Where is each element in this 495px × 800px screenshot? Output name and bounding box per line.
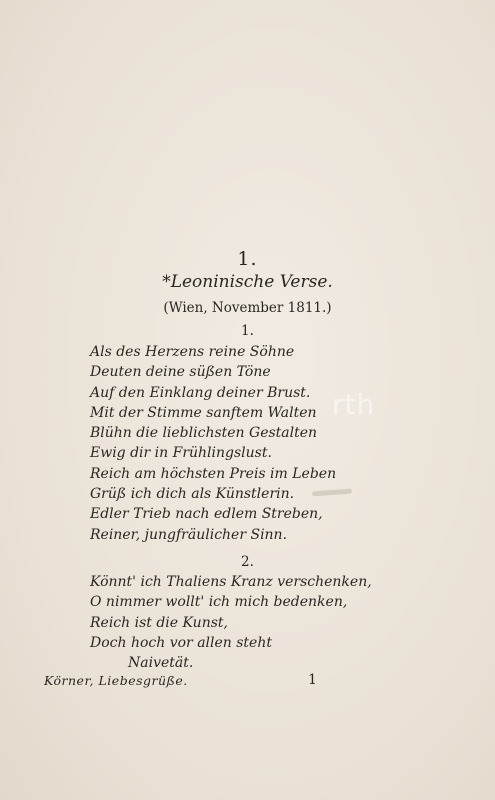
verse-line: O nimmer wollt' ich mich bedenken, [90,594,348,611]
verse-line: Blühn die lieblichsten Gestalten [90,425,318,442]
stanza-number: 2. [241,554,254,570]
stanza-number: 1. [241,323,254,339]
verse-line: Edler Trieb nach edlem Streben, [90,506,323,523]
verse-line: Ewig dir in Frühlingslust. [90,445,272,462]
running-footer: Körner, Liebesgrüße. [44,673,188,688]
verse-line: Naivetät. [128,655,194,672]
verse-line: Als des Herzens reine Söhne [90,344,295,360]
stanza [90,342,420,545]
stanza [90,572,420,673]
verse-line: Auf den Einklang deiner Brust. [90,384,311,401]
section-number: 1. [237,248,258,270]
watermark: rth [332,388,376,421]
poem-subtitle: (Wien, November 1811.) [163,300,332,316]
verse-line: Doch hoch vor allen steht [90,634,272,651]
verse-line: Reiner, jungfräulicher Sinn. [90,526,288,543]
poem-title: *Leoninische Verse. [162,272,333,292]
verse-line: Reich am höchsten Preis im Leben [90,465,337,482]
verse-line: Mit der Stimme sanftem Walten [90,404,317,421]
verse-line: Deuten deine süßen Töne [90,364,271,381]
verse-line: Grüß ich dich als Künstlerin. [90,486,295,503]
verse-line: Könnt' ich Thaliens Kranz verschenken, [90,574,372,590]
page-number: 1 [308,672,317,688]
verse-line: Reich ist die Kunst, [90,614,228,631]
